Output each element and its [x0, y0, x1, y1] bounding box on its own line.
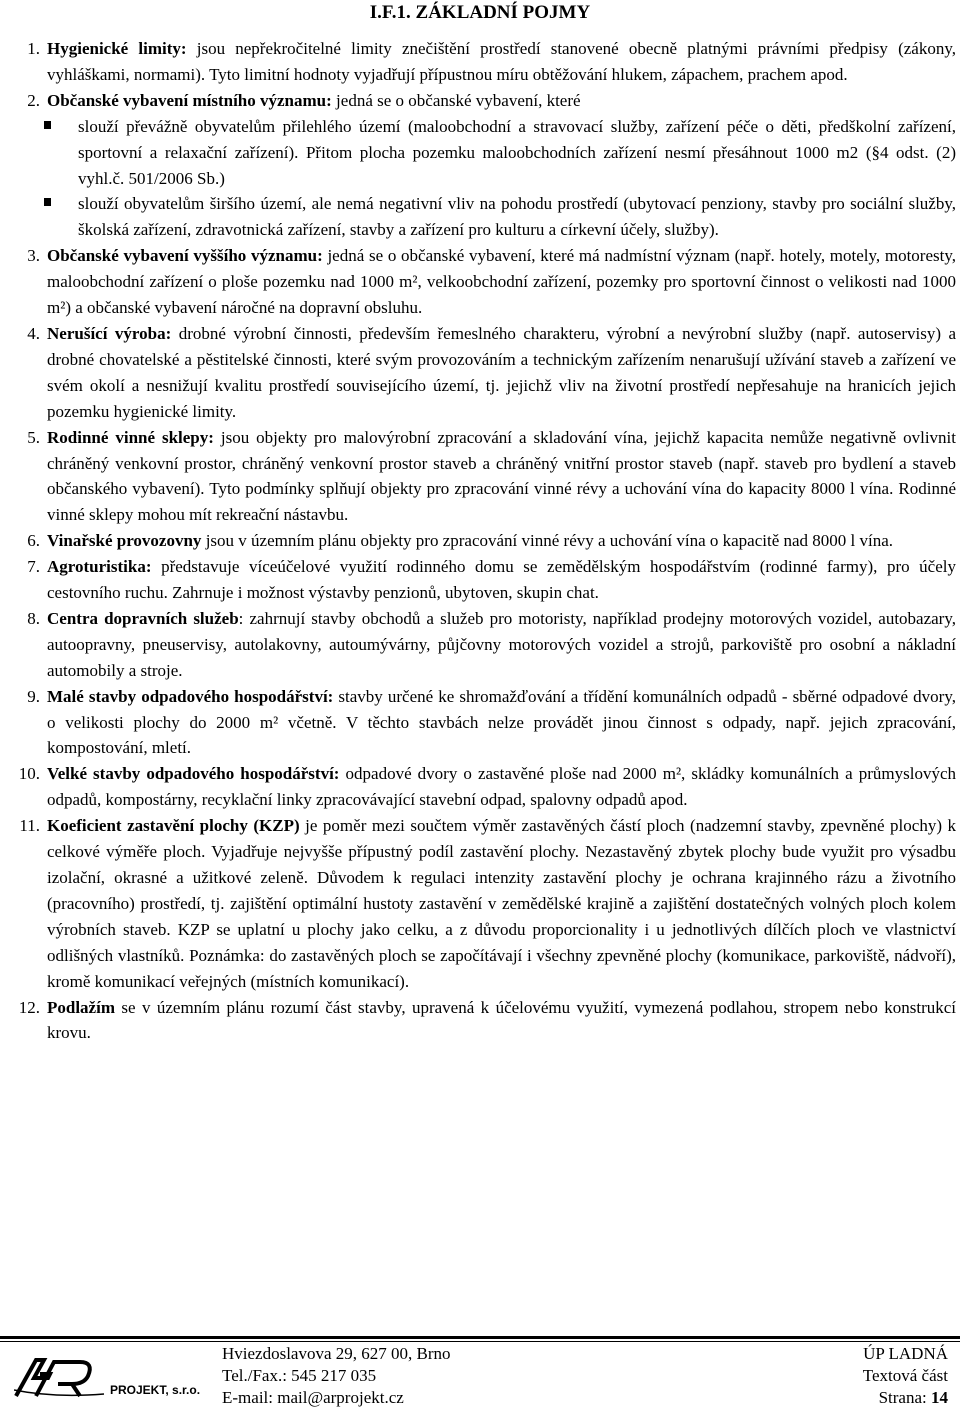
definition-item — [6, 606, 956, 684]
definition-item — [6, 88, 956, 243]
item-text: je poměr mezi součtem výměr zastavěných částí ploch (nadzemní stavby, zpevněné plochy) k celkové výměře ploch. Vyjadřuje nejvyšše přípustný podíl zastavění plochy. Nezastavěný zbytek plochy bude využit pro výsadbu izolační, okrasné a užitkové zeleně. Důvodem k regulaci intenzity zastavění plochy je ochrana krajinného rázu a životního (pracovního) prostředí, tj. zajištění optimální hustoty zastavění v zemědělské krajině a zajištění dostatečných volných ploch kolem výrobních staveb. KZP se uplatní u plochy jako celku, a z důvodu proporcionality i u jednotlivých dílčích ploch ve vlastnictví odlišných vlastníků. Poznámka: do zastavěných ploch se započítávají i všechny zpevněné plochy (komunikace, parkoviště, nádvoří), kromě komunikací veřejných (místních komunikací). — [47, 816, 956, 991]
definition-item — [6, 321, 956, 425]
footer-divider — [0, 1336, 960, 1339]
item-text: stavby určené ke shromažďování a třídění komunálních odpadů - sběrné odpadové dvory, o velikosti plochy do 2000 m² včetně. V těchto stavbách nelze provádět jinou činnost s odpady, např. jejich zpracování, kompostování, mletí. — [47, 686, 956, 758]
item-text: jsou v územním plánu objekty pro zpracování vinné révy a uchování vína o kapacitě nad 8000 l vína. — [201, 531, 894, 551]
definition-item — [6, 684, 956, 762]
item-term: Malé stavby odpadového hospodářství: — [47, 686, 334, 706]
item-body — [47, 995, 956, 1047]
item-term: Rodinné vinné sklepy: — [47, 427, 214, 447]
item-body — [47, 606, 956, 684]
item-number: 9. — [27, 686, 40, 706]
definitions-list — [6, 36, 956, 1046]
item-body — [47, 425, 956, 529]
square-bullet-icon — [44, 121, 51, 129]
definition-item — [6, 813, 956, 994]
item-term: Občanské vybavení vyššího významu: — [47, 246, 323, 266]
item-body — [47, 243, 956, 321]
item-number: 4. — [27, 323, 40, 343]
item-text: jsou objekty pro malovýrobní zpracování a skladování vína, jejichž kapacita nemůže negativně ovlivnit chráněný venkovní prostor, chráněný venkovní prostor staveb a chráněný vnitřní prostor staveb (např. staveb pro bydlení a staveb občanského vybavení). Tyto podmínky splňují objekty pro zpracování vinné révy a uchování vína do kapacity 8000 l vína. Rodinné vinné sklepy mohou mít rekreační nástavbu. — [47, 427, 957, 525]
footer-contact — [222, 1343, 451, 1409]
footer-doc-info — [863, 1343, 948, 1409]
item-text: jsou nepřekročitelné limity znečištění prostředí stanovené obecně platnými právními předpisy (zákony, vyhláškami, normami). Tyto limitní hodnoty vyjadřují přípustnou míru obtěžování hlukem, zápachem, prachem apod. — [47, 39, 956, 84]
item-text: se v územním plánu rozumí část stavby, upravená k účelovému využití, vymezená podlahou, stropem nebo konstrukcí krovu. — [47, 997, 956, 1043]
item-body — [47, 813, 956, 994]
item-term: Vinařské provozovny — [47, 531, 202, 551]
item-text: jedná se o občanské vybavení, které — [331, 90, 581, 110]
item-term: Centra dopravních služeb — [47, 608, 239, 628]
page-label: Strana: — [878, 1388, 931, 1407]
item-term: Hygienické limity: — [47, 39, 187, 58]
footer-phone: Tel./Fax.: 545 217 035 — [222, 1366, 377, 1385]
item-body — [47, 761, 956, 813]
footer-section: Textová část — [862, 1366, 948, 1385]
arprojekt-logo-icon — [14, 1354, 214, 1404]
item-number: 8. — [27, 608, 40, 628]
item-number: 3. — [27, 246, 40, 266]
square-bullet-icon — [44, 198, 51, 206]
item-text: představuje víceúčelové využití rodinného domu se zemědělským hospodářstvím (rodinné farmy), pro účely cestovního ruchu. Zahrnuje i možnost výstavby penzionů, ubytoven, skupin chat. — [47, 557, 956, 603]
item-term: Koeficient zastavění plochy (KZP) — [47, 816, 300, 836]
item-term: Agroturistika: — [47, 557, 152, 577]
item-term: Nerušící výroba: — [47, 323, 172, 343]
item-text: : zahrnují stavby obchodů a služeb pro motoristy, například prodejny motorových vozidel, autobazary, autoopravny, pneuservisy, autolakovny, autoumývárny, půjčovny motorových vozidel a strojů, parkoviště pro osobní a nákladní automobily a stroje. — [47, 608, 956, 680]
item-term: Podlažím — [47, 997, 115, 1017]
item-number: 2. — [27, 90, 40, 110]
item-number: 5. — [27, 427, 40, 447]
definition-item — [6, 36, 956, 88]
item-body — [47, 321, 956, 425]
item-term: Občanské vybavení místního významu: — [47, 90, 332, 110]
footer-address: Hviezdoslavova 29, 627 00, Brno — [222, 1344, 451, 1363]
item-body — [47, 528, 956, 554]
item-body — [47, 554, 956, 606]
page-title: I.F.1. ZÁKLADNÍ POJMY — [369, 2, 591, 23]
bullet-text: slouží obyvatelům širšího území, ale nemá negativní vliv na pohodu prostředí (ubytovací penziony, stavby pro sociální služby, školská zařízení, zdravotnická zařízení, stavby a zařízení pro kulturu a církevní účely, služby). — [78, 194, 956, 240]
page-number: 14 — [931, 1388, 948, 1407]
definition-item — [6, 761, 956, 813]
item-number: 6. — [27, 531, 40, 551]
definition-item — [6, 554, 956, 606]
item-term: Velké stavby odpadového hospodářství: — [47, 764, 340, 784]
footer-divider-thin — [0, 1341, 960, 1342]
company-logo — [14, 1354, 214, 1404]
bullet-item — [6, 191, 956, 243]
item-body — [47, 684, 956, 762]
footer-email: E-mail: mail@arprojekt.cz — [222, 1388, 404, 1407]
logo-text: PROJEKT, s.r.o. — [110, 1383, 201, 1397]
footer-plan-name: ÚP LADNÁ — [863, 1344, 948, 1363]
item-body — [47, 36, 956, 88]
item-body — [47, 88, 956, 114]
item-text: drobné výrobní činnosti, především řemeslného charakteru, výrobní a nevýrobní služby (např. autoservisy) a drobné chovatelské a pěstitelské činnosti, které svým provozováním a technickým zařízením nenarušují užívání staveb a zařízení ve svém okolí a nesnižují kvalitu prostředí souvisejícího území, tj. jejichž vliv na životní prostředí nepřesahuje na hranicích jejich pozemku hygienické limity. — [47, 323, 956, 421]
item-number: 12. — [18, 997, 40, 1017]
bullet-list — [47, 114, 956, 244]
item-number: 11. — [19, 816, 40, 836]
item-text: jedná se o občanské vybavení, které má nadmístní význam (např. hotely, motely, motoresty, maloobchodní zařízení o ploše pozemku nad 1000 m², velkoobchodní zařízení, pozemky pro sportovní činnost o velikosti nad 1000 m²) a občanské vybavení náročné na dopravní obsluhu. — [47, 246, 956, 318]
definition-item — [6, 995, 956, 1047]
item-number: 1. — [27, 39, 40, 58]
item-number: 10. — [18, 764, 40, 784]
bullet-item — [6, 114, 956, 192]
bullet-text: slouží převážně obyvatelům přilehlého území (maloobchodní a stravovací služby, zařízení péče o děti, předškolní zařízení, sportovní a relaxační zařízení). Přitom plocha pozemku maloobchodních zařízení nesmí přesáhnout 1000 m2 (§4 odst. (2) vyhl.č. 501/2006 Sb.) — [78, 116, 956, 188]
definition-item — [6, 528, 956, 554]
footer-page — [863, 1387, 948, 1409]
item-text: odpadové dvory o zastavěné ploše nad 2000 m², skládky komunálních a průmyslových odpadů, kompostárny, recyklační linky zpracovávající stavební odpad, spalovny odpadů apod. — [47, 764, 956, 810]
item-number: 7. — [27, 557, 40, 577]
definition-item — [6, 425, 956, 529]
definition-item — [6, 243, 956, 321]
